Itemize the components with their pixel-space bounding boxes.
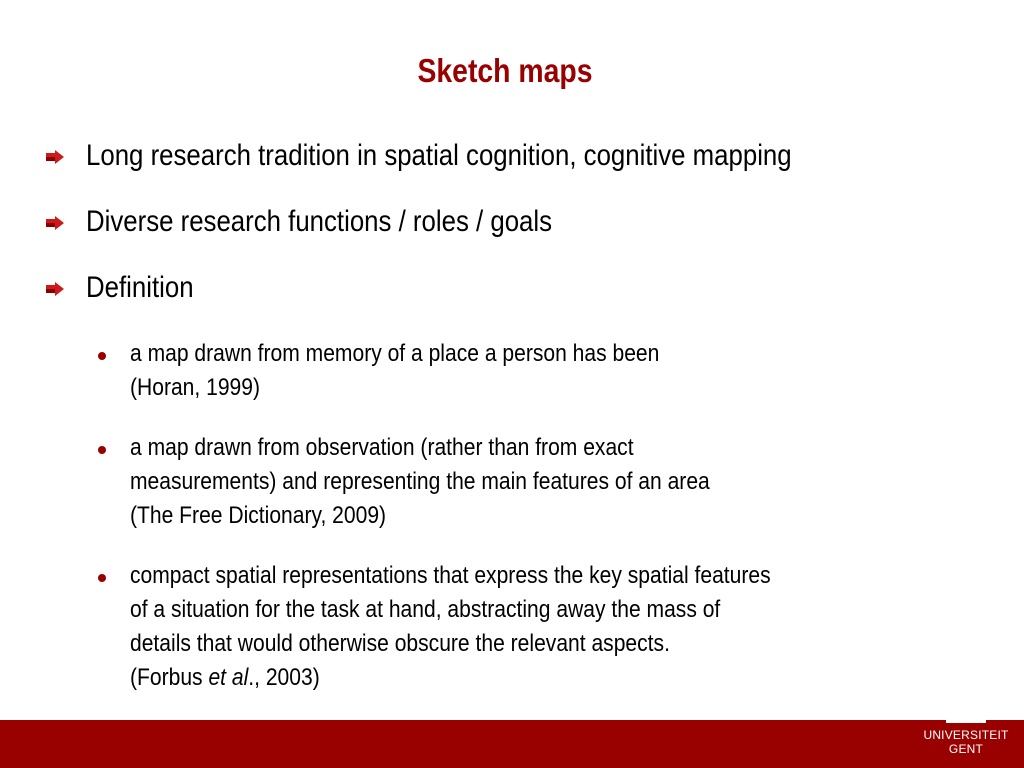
footer-bar (0, 720, 1024, 768)
definition-text: a map drawn from observation (rather than from exact (130, 434, 634, 461)
arrow-bullet-icon (46, 216, 64, 230)
definition-item (98, 431, 978, 549)
bullet-text: Long research tradition in spatial cognition, cognitive mapping (86, 139, 792, 172)
definition-citation: (Forbus et al., 2003) (130, 664, 320, 691)
dot-bullet-icon (98, 352, 106, 360)
slide-title: Sketch maps (417, 52, 593, 89)
definition-item (98, 559, 978, 709)
bullet-text: Diverse research functions / roles / goals (86, 205, 553, 238)
university-logo (918, 690, 1014, 766)
logo-text: GENT (948, 742, 984, 756)
building-icon (945, 690, 987, 724)
dot-bullet-icon (98, 574, 106, 582)
definition-citation: (The Free Dictionary, 2009) (130, 502, 387, 529)
definition-citation: (Horan, 1999) (130, 374, 261, 401)
definition-text: compact spatial representations that express the key spatial features (130, 562, 771, 589)
logo-text: UNIVERSITEIT (923, 728, 1009, 742)
bullet-text: Definition (86, 271, 194, 304)
dot-bullet-icon (98, 446, 106, 454)
definition-text: measurements) and representing the main features of an area (130, 468, 710, 495)
definition-list (98, 337, 978, 719)
arrow-bullet-icon (46, 150, 64, 164)
arrow-bullet-icon (46, 282, 64, 296)
definition-text: of a situation for the task at hand, abstracting away the mass of (130, 596, 721, 623)
bullet-item (46, 204, 986, 270)
definition-text: details that would otherwise obscure the relevant aspects. (130, 630, 670, 657)
bullet-item (46, 270, 986, 336)
definition-item (98, 337, 978, 421)
bullet-list (46, 138, 986, 336)
bullet-item (46, 138, 986, 204)
definition-text: a map drawn from memory of a place a person has been (130, 340, 660, 367)
